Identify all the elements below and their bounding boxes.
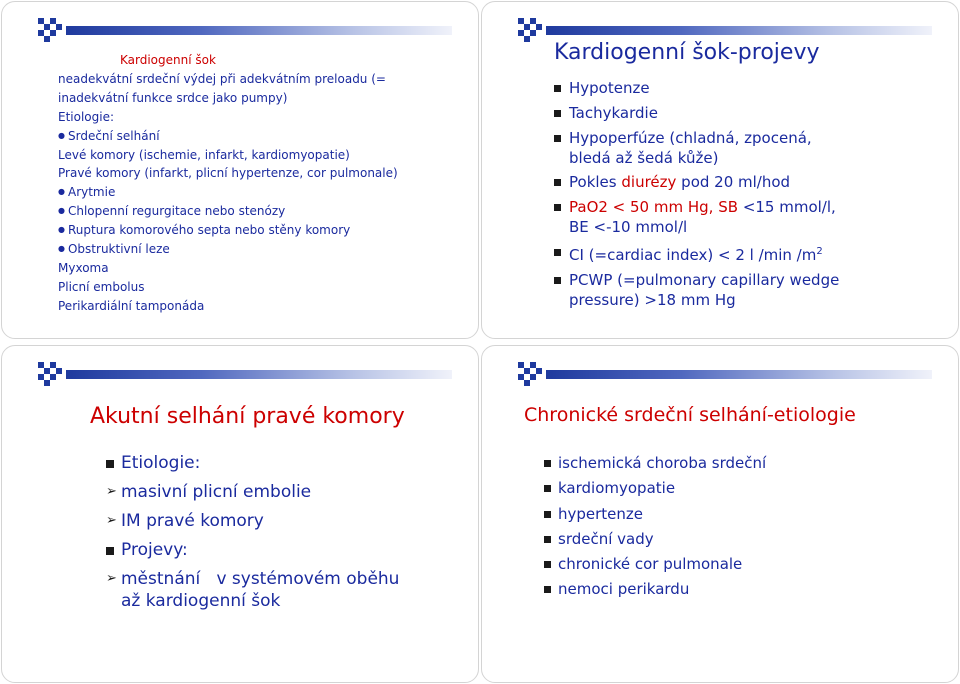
slide1-text <box>58 51 458 316</box>
header-gradient-bar <box>546 26 932 35</box>
list-item-line: BE <-10 mmol/l <box>569 218 688 237</box>
slide1-line: Perikardiální tamponáda <box>58 298 205 313</box>
slide1-line: Myxoma <box>58 260 109 275</box>
header-gradient-bar <box>66 370 452 379</box>
slide4-title: Chronické srdeční selhání-etiologie <box>524 404 856 426</box>
list-item-text: <15 mmol/l, <box>742 198 836 217</box>
checker-logo-icon <box>38 18 62 46</box>
list-item-text: pod 20 ml/hod <box>681 173 791 192</box>
list-subitem <box>106 568 456 612</box>
slide-kardiogenni-sok <box>1 1 479 339</box>
checker-logo-icon <box>518 18 542 46</box>
slide1-line: Pravé komory (infarkt, plicní hypertenze, cor pulmonale) <box>58 166 398 181</box>
list-item <box>554 197 944 237</box>
list-item-text: PaO2 < 50 mm Hg, <box>569 198 714 217</box>
checker-logo-icon <box>518 362 542 390</box>
list-item: srdeční vady <box>544 529 924 549</box>
list-item <box>554 128 944 168</box>
list-item-line: bledá až šedá kůže) <box>569 148 719 167</box>
slide1-title: Kardiogenní šok <box>120 53 216 67</box>
list-item: chronické cor pulmonale <box>544 554 924 574</box>
slide3-list <box>106 452 456 619</box>
header-gradient-bar <box>66 26 452 35</box>
list-item: Tachykardie <box>554 103 944 123</box>
slide-kardiogenni-sok-projevy <box>481 1 959 339</box>
list-item-line: až kardiogenní šok <box>121 591 281 611</box>
slide2-title: Kardiogenní šok-projevy <box>554 40 820 65</box>
slide1-line: Plicní embolus <box>58 279 145 294</box>
slide3-title: Akutní selhání pravé komory <box>90 404 405 429</box>
slide1-line: neadekvátní srdeční výdej při adekvátním preloadu (= <box>58 71 386 86</box>
list-item <box>554 270 944 310</box>
slide-akutni-selhani-prave-komory <box>1 345 479 683</box>
slide1-bullet-line: ● Ruptura komorového septa nebo stěny komory <box>58 221 458 240</box>
list-item-text: CI (=cardiac index) < 2 l /min /m <box>569 245 817 264</box>
list-item-highlight: SB <box>718 198 739 217</box>
list-item: Hypotenze <box>554 78 944 98</box>
list-item-highlight: diurézy <box>621 173 677 192</box>
list-item <box>554 172 944 192</box>
slide1-line: Levé komory (ischemie, infarkt, kardiomyopatie) <box>58 147 350 162</box>
header-gradient-bar <box>546 370 932 379</box>
list-subitem: ➢ IM pravé komory <box>106 510 456 532</box>
list-item: nemoci perikardu <box>544 579 924 599</box>
list-subitem: ➢ masivní plicní embolie <box>106 481 456 503</box>
list-item-line: Hypoperfúze (chladná, zpocená, <box>569 128 812 147</box>
list-item <box>554 242 944 265</box>
slide1-bullet-line: ● Obstruktivní leze <box>58 240 458 259</box>
slide1-bullet-line: ● Srdeční selhání <box>58 127 458 146</box>
list-item: hypertenze <box>544 504 924 524</box>
list-item: ischemická choroba srdeční <box>544 453 924 473</box>
superscript: 2 <box>816 245 823 257</box>
slide2-list <box>554 78 944 315</box>
list-item: Etiologie: <box>106 452 456 474</box>
list-item-line: ➢ městnání v systémovém oběhu <box>121 569 400 589</box>
slide1-bullet-line: ● Arytmie <box>58 183 458 202</box>
list-item: Projevy: <box>106 539 456 561</box>
slide1-line: Etiologie: <box>58 109 115 124</box>
slide1-line: inadekvátní funkce srdce jako pumpy) <box>58 90 288 105</box>
slide4-list <box>544 453 924 605</box>
list-item: kardiomyopatie <box>544 478 924 498</box>
slide-chronicke-srdecni-selhani <box>481 345 959 683</box>
slide1-bullet-line: ● Chlopenní regurgitace nebo stenózy <box>58 202 458 221</box>
checker-logo-icon <box>38 362 62 390</box>
list-item-line: PCWP (=pulmonary capillary wedge <box>569 270 840 289</box>
list-item-text: Pokles <box>569 173 617 192</box>
list-item-line: pressure) >18 mm Hg <box>569 290 736 309</box>
